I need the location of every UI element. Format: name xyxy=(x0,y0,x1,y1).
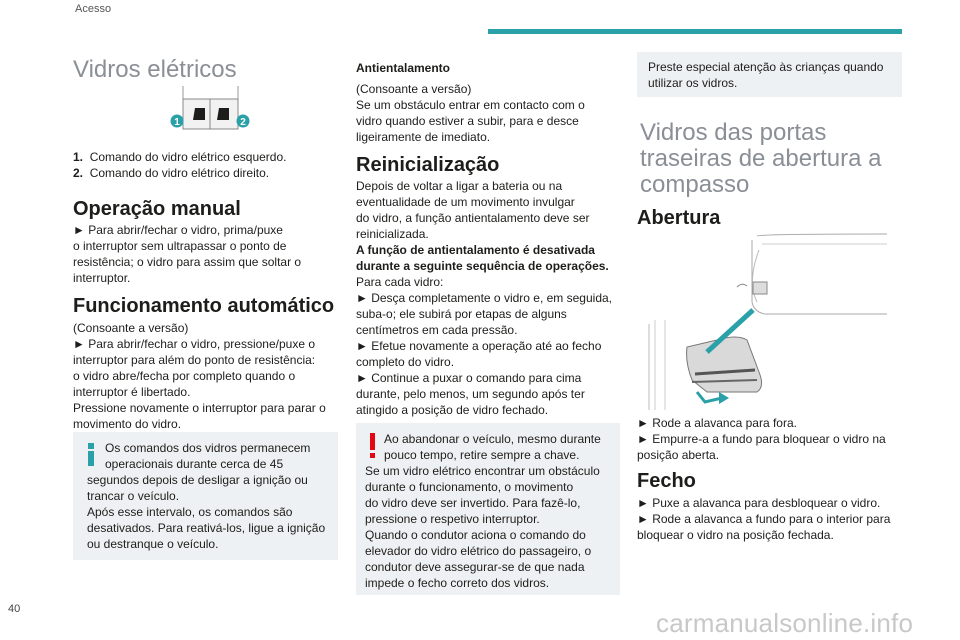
heading-opening: Abertura xyxy=(637,207,721,229)
heading-reinitialization: Reinicialização xyxy=(356,154,500,176)
heading-automatic-operation: Funcionamento automático xyxy=(73,295,335,317)
legend-item-1: 1. Comando do vidro elétrico esquerdo. xyxy=(73,150,287,164)
rear-window-lever-figure xyxy=(647,232,907,410)
header-accent-bar xyxy=(488,29,902,34)
info-box-text: Os comandos dos vidros permanecem operacionais durante cerca de 45 segundos depois de desligar a ignição ou trancar o veículo. Após esse intervalo, os comandos são desativados. Para reativá-los, ligue a ignição ou destranque o veículo. xyxy=(87,441,326,551)
callout-2: 2 xyxy=(240,117,246,128)
warning-box-text: Ao abandonar o veículo, mesmo durante pouco tempo, retire sempre a chave. Se um vidro elétrico encontrar um obstáculo durante o funcionamento, o movimento do vidro deve ser invertido. Para fazê-lo, pressione o respetivo interruptor. Quando o condutor aciona o comando do elevador do vidro elétrico do passageiro, o condutor deve assegurar-se de que nada impede o fecho correto dos vidros. xyxy=(365,432,601,590)
reinitialization-text: Depois de voltar a ligar a bateria ou na eventualidade de um movimento invulgar do vidro, a função antientalamento deve ser reinicializada. A função de antientalamento é desativada durante a seguinte sequência de operações. Para cada vidro: ► Desça completamente o vidro e, em seguida, suba-o; ele subirá por etapas de alguns centímetros em cada pressão. ► Efetue novamente a operação até ao fecho completo do vidro. ► Continue a puxar o comando para cima durante, pelo menos, um segundo após ter atingido a posição de vidro fechado. xyxy=(356,179,613,417)
warning-box xyxy=(356,423,620,595)
antipinch-text: (Consoante a versão) Se um obstáculo entrar em contacto com o vidro quando estiver a subir, para e desce ligeiramente de imediato. xyxy=(356,82,585,144)
watermark: carmanualsonline.info xyxy=(656,608,914,638)
heading-closing: Fecho xyxy=(637,470,696,492)
opening-text: ► Rode a alavanca para fora. ► Empurre-a a fundo para bloquear o vidro na posição aberta. xyxy=(637,416,886,462)
automatic-operation-text: (Consoante a versão) ► Para abrir/fechar o vidro, pressione/puxe o interruptor para além do ponto de resistência: o vidro abre/fecha por completo quando o interruptor é libertado. Pressione novamente o interruptor para parar o movimento do vidro. xyxy=(73,321,326,431)
note-box xyxy=(637,52,902,97)
window-switch-right-icon xyxy=(217,108,229,120)
closing-text: ► Puxe a alavanca para desbloquear o vidro. ► Rode a alavanca a fundo para o interior para bloquear o vidro na posição fechada. xyxy=(637,496,891,542)
window-switch-left-icon xyxy=(193,108,205,120)
window-switch-figure xyxy=(168,84,253,144)
heading-manual-operation: Operação manual xyxy=(73,198,241,220)
legend-item-2: 2. Comando do vidro elétrico direito. xyxy=(73,166,270,180)
section-title-power-windows: Vidros elétricos xyxy=(73,56,237,83)
page-number: 40 xyxy=(8,603,21,615)
heading-antipinch: Antientalamento xyxy=(356,61,451,75)
note-box-text: Preste especial atenção às crianças quando utilizar os vidros. xyxy=(648,60,884,90)
callout-1: 1 xyxy=(174,117,180,128)
manual-operation-text: ► Para abrir/fechar o vidro, prima/puxe o interruptor sem ultrapassar o ponto de resistência; o vidro para assim que soltar o interruptor. xyxy=(73,223,302,285)
running-header: Acesso xyxy=(75,3,112,15)
info-box xyxy=(73,432,338,560)
section-title-rear-door-windows: Vidros das portas traseiras de abertura a compasso xyxy=(640,119,882,198)
